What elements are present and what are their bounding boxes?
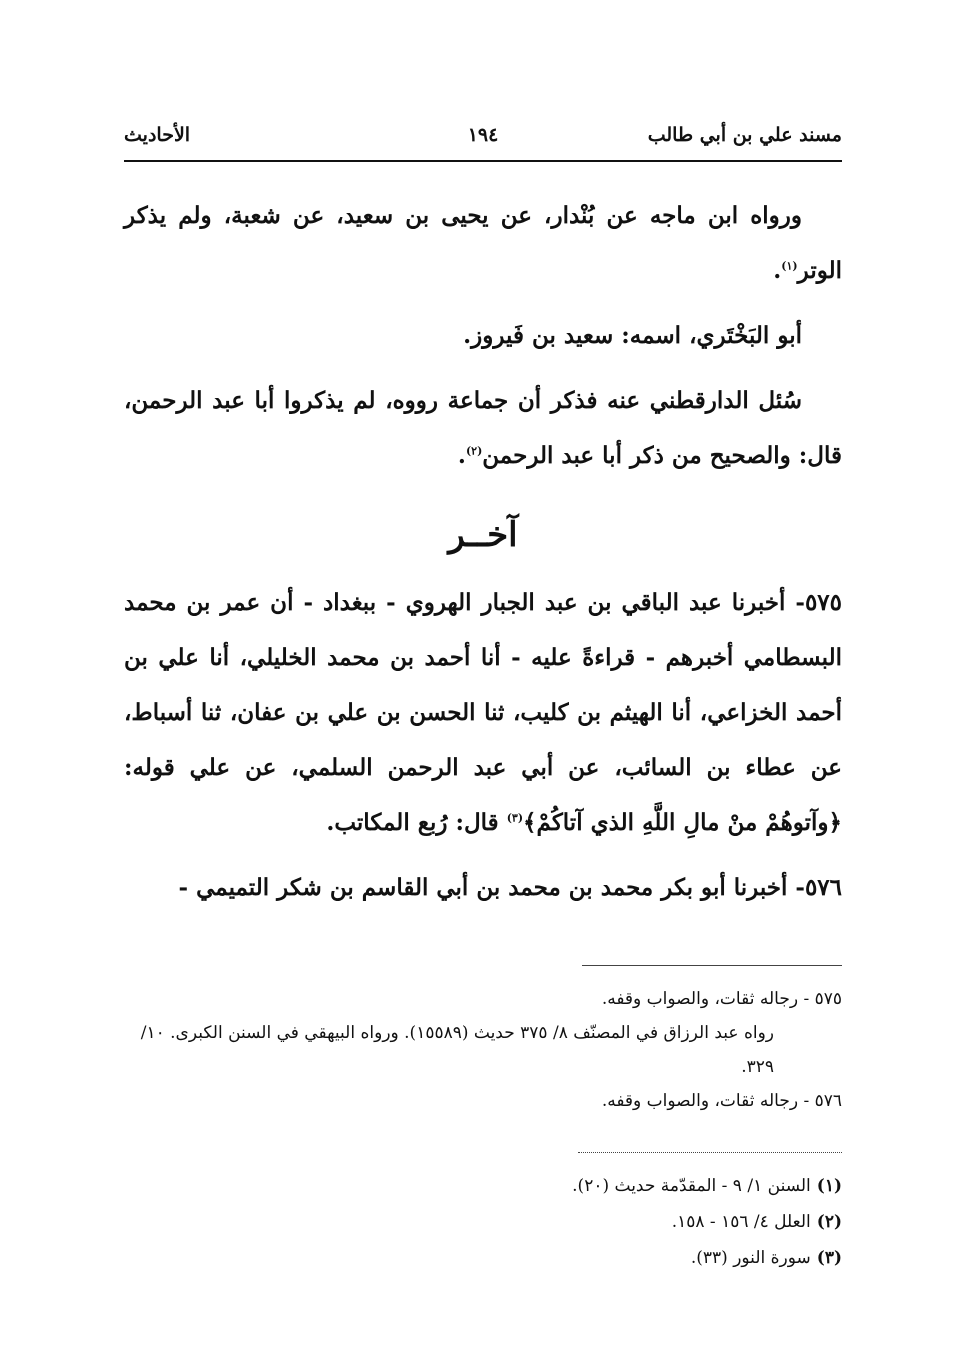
paragraph-ibn-majah: ورواه ابن ماجه عن بُنْدار، عن يحيى بن سعيد، عن شعبة، ولم يذكر الوتر$^{(١)}$. (124, 202, 842, 284)
footnote-ref-1: (١) (781, 259, 798, 273)
footnote-2: (٢)العلل ٤/ ١٥٦ - ١٥٨. (671, 1212, 842, 1232)
note-576: ٥٧٦ - رجاله ثقات، والصواب وقفه. (601, 1091, 842, 1111)
book-title: مسند علي بن أبي طالب (647, 124, 842, 146)
footnote-3: (٣)سورة النور (٣٣). (690, 1248, 842, 1268)
page-header (124, 124, 842, 162)
page-number: ١٩٤ (467, 124, 499, 146)
note-575-source: رواه عبد الرزاق في المصنّف ٨/ ٣٧٥ حديث (١٥٥٨٩). ورواه البيهقي في السنن الكبرى. ١٠/ ٣٢٩. (140, 1023, 774, 1077)
editor-notes (124, 982, 842, 1118)
hadith-575: ٥٧٥- أخبرنا عبد الباقي بن عبد الجبار الهروي - ببغداد - أن عمر بن محمد البسطامي أخبرهم - قراءةً عليه - أنا أحمد بن محمد الخليلي، أنا علي بن أحمد الخزاعي، أنا الهيثم بن كليب، ثنا الحسن بن علي بن عفان، ثنا أسباط، عن عطاء بن السائب، عن أبي عبد الرحمن السلمي، عن علي قوله: ﴿وآتوهُمْ منْ مالِ اللَّهِ الذي آتاكُمْ﴾$^{(٣)}$ قال: رُبع المكاتب. (124, 589, 842, 836)
paragraph-daraqutni: سُئل الدارقطني عنه فذكر أن جماعة رووه، لم يذكروا أبا عبد الرحمن، قال: والصحيح من ذكر أبا عبد الرحمن$^{(٢)}$. (124, 387, 842, 469)
paragraph-abu-bakhtari: أبو البَخْتَري، اسمه: سعيد بن فَيروز. (463, 322, 802, 349)
footnote-ref-2: (٢) (465, 444, 483, 458)
footnote-ref-3: (٣) (506, 811, 524, 825)
footnotes-divider (578, 1152, 842, 1153)
section-title: آخــر (448, 515, 518, 555)
hadith-576: ٥٧٦- أخبرنا أبو بكر محمد بن محمد بن أبي القاسم بن شكر التميمي - (178, 874, 842, 901)
section-name: الأحاديث (124, 124, 191, 146)
hadith-number: ٥٧٥ (804, 589, 842, 616)
footnotes (124, 1168, 842, 1276)
footnote-1: (١)السنن ١/ ٩ - المقدّمة حديث (٢٠). (572, 1176, 842, 1196)
hadith-number: ٥٧٦ (804, 874, 842, 901)
main-text (124, 188, 842, 925)
note-575: ٥٧٥ - رجاله ثقات، والصواب وقفه. (601, 989, 842, 1009)
notes-divider (582, 965, 842, 966)
